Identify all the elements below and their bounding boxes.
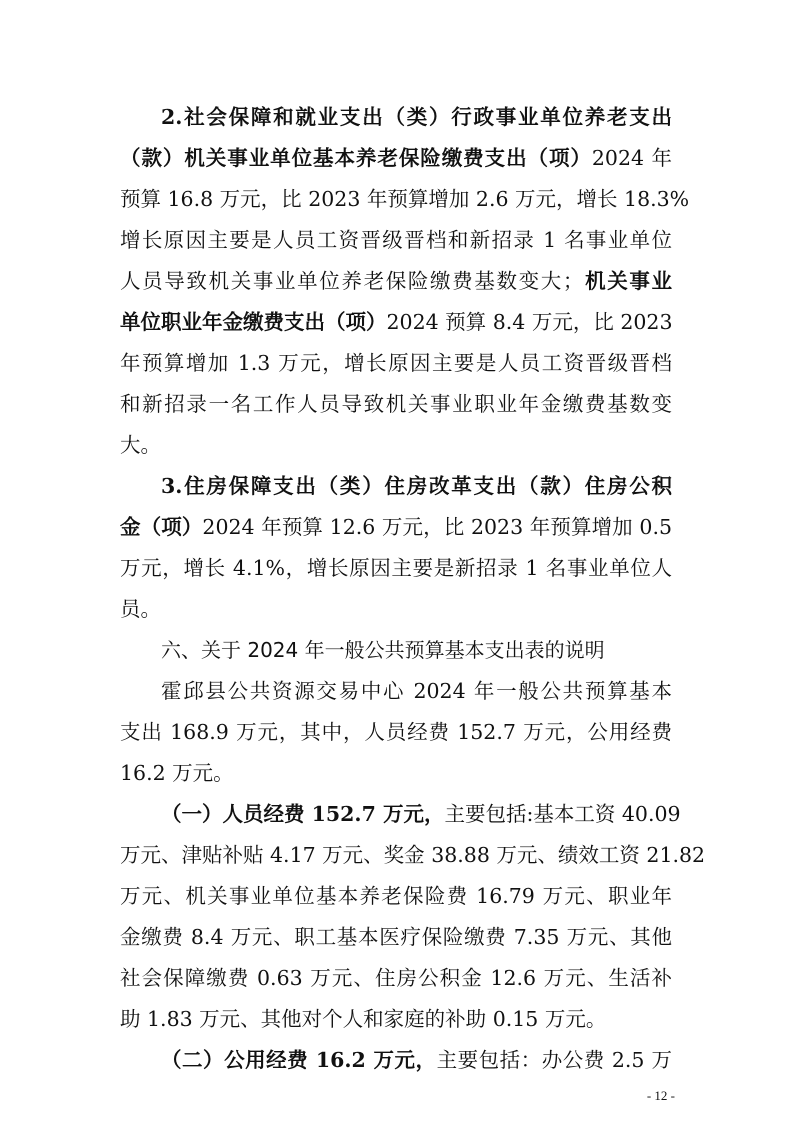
text-line: 单位职业年金缴费支出（项）2024 预算 8.4 万元，比 2023 [120,310,673,334]
text-line: 社会保障缴费 0.63 万元、住房公积金 12.6 万元、生活补 [120,966,672,990]
text-line: 金缴费 8.4 万元、职工基本医疗保险缴费 7.35 万元、其他 [120,925,672,949]
text-line: 万元、机关事业单位基本养老保险费 16.79 万元、职业年 [120,884,672,908]
text-line: （一）人员经费 152.7 万元，主要包括:基本工资 40.09 [161,802,681,826]
text-line: 2.社会保障和就业支出（类）行政事业单位养老支出 [161,105,672,129]
text-line: 增长原因主要是人员工资晋级晋档和新招录 1 名事业单位 [120,228,672,252]
text-line: 万元、津贴补贴 4.17 万元、奖金 38.88 万元、绩效工资 21.82 [120,843,706,867]
page-number: - 12 - [646,1088,675,1103]
text-line: 年预算增加 1.3 万元，增长原因主要是人员工资晋级晋档 [120,351,672,375]
text-line: （二）公用经费 16.2 万元，主要包括：办公费 2.5 万 [161,1048,672,1072]
text-line: 和新招录一名工作人员导致机关事业职业年金缴费基数变 [120,392,672,416]
text-line: 员。 [120,597,161,621]
text-line: 助 1.83 万元、其他对个人和家庭的补助 0.15 万元。 [120,1007,607,1031]
section-heading: 六、关于 2024 年一般公共预算基本支出表的说明 [161,638,605,662]
text-line: 大。 [120,433,161,457]
text-line: 支出 168.9 万元，其中，人员经费 152.7 万元，公用经费 [120,720,672,744]
text-line: 霍邱县公共资源交易中心 2024 年一般公共预算基本 [161,679,672,703]
text-line: 人员导致机关事业单位养老保险缴费基数变大；机关事业 [120,269,673,293]
text-line: 16.2 万元。 [120,761,234,785]
text-line: （款）机关事业单位基本养老保险缴费支出（项）2024 年 [120,146,673,170]
text-line: 预算 16.8 万元，比 2023 年预算增加 2.6 万元，增长 18.3% [120,187,690,211]
text-line: 3.住房保障支出（类）住房改革支出（款）住房公积 [161,474,672,498]
text-line: 金（项）2024 年预算 12.6 万元，比 2023 年预算增加 0.5 [120,515,672,539]
text-line: 万元，增长 4.1%，增长原因主要是新招录 1 名事业单位人 [120,556,672,580]
